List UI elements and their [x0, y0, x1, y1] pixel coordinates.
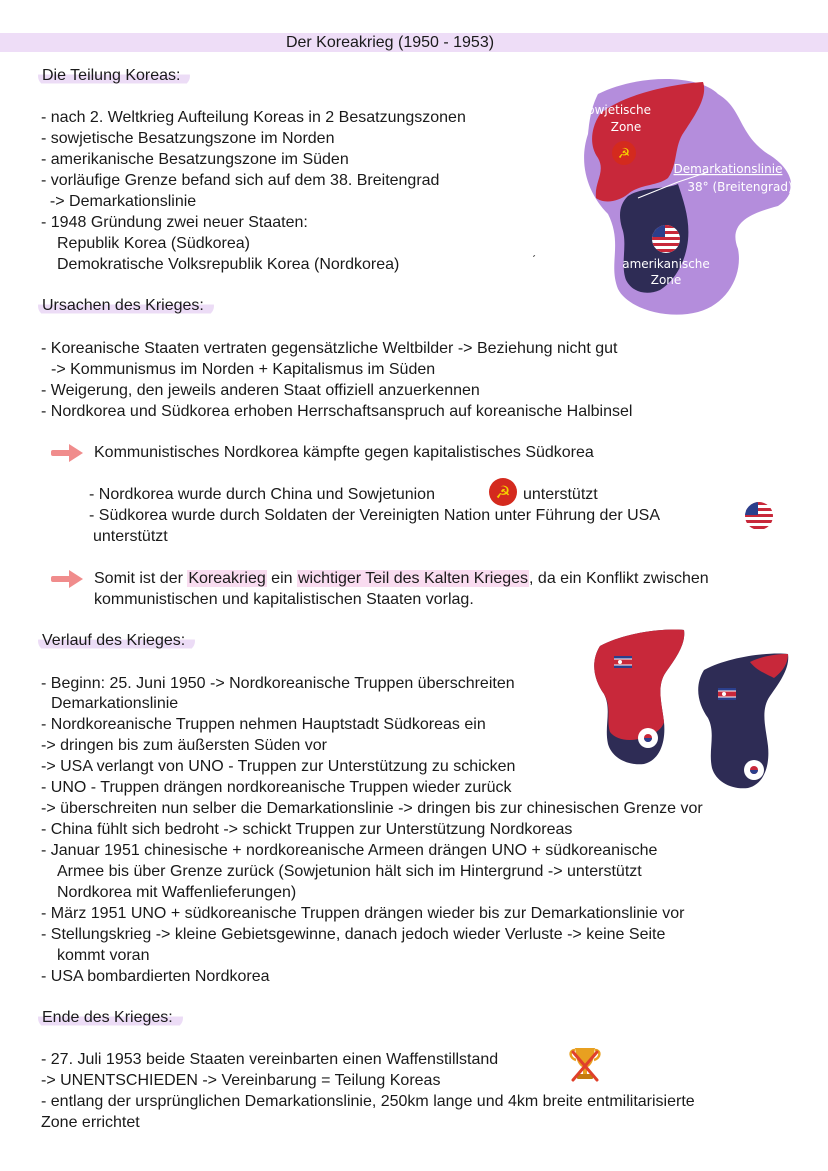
- usa-flag-icon: [744, 501, 774, 531]
- north-korea-flag-icon-2: [718, 688, 736, 700]
- map-label-amerika-2: Zone: [650, 273, 682, 287]
- ursachen-line-2: -> Kommunismus im Norden + Kapitalismus im Süden: [51, 361, 436, 378]
- teilung-line-5: -> Demarkationslinie: [41, 193, 197, 210]
- svg-text:☭: ☭: [617, 146, 631, 162]
- trophy-crossed-icon: [567, 1044, 603, 1086]
- map-label-sowjet-2: Zone: [610, 120, 642, 134]
- ursachen-line-3: - Weigerung, den jeweils anderen Staat offiziell anzuerkennen: [41, 382, 480, 399]
- map-label-sowjet-1: sowjetische: [580, 103, 652, 117]
- map-label-breitengrad: 38° (Breitengrad): [687, 180, 793, 194]
- page-title: Der Koreakrieg (1950 - 1953): [285, 34, 495, 51]
- heading-verlauf: Verlauf des Krieges:: [38, 631, 195, 651]
- verlauf-line-8: - China fühlt sich bedroht -> schickt Truppen zur Unterstützung Nordkoreas: [41, 821, 573, 838]
- teilung-line-8: Demokratische Volksrepublik Korea (Nordkorea): [57, 256, 400, 273]
- verlauf-line-9: - Januar 1951 chinesische + nordkoreanische Armeen drängen UNO + südkoreanische: [41, 842, 658, 859]
- verlauf-line-5: -> USA verlangt von UNO - Truppen zur Unterstützung zu schicken: [41, 758, 516, 775]
- teilung-line-1: - nach 2. Weltkrieg Aufteilung Koreas in 2 Besatzungszonen: [41, 109, 466, 126]
- support-north-suffix: unterstützt: [523, 486, 598, 503]
- korea-map-north-advance: [586, 626, 690, 766]
- ursachen-line-1: - Koreanische Staaten vertraten gegensätzliche Weltbilder -> Beziehung nicht gut: [41, 340, 618, 357]
- ursachen-conclusion-2-line-2: kommunistischen und kapitalistischen Staaten vorlag.: [94, 591, 474, 608]
- teilung-line-3: - amerikanische Besatzungszone im Süden: [41, 151, 349, 168]
- soviet-emblem-icon: [488, 477, 518, 507]
- teilung-line-4: - vorläufige Grenze befand sich auf dem 38. Breitengrad: [41, 172, 440, 189]
- conclusion-2-part-1: Somit ist der: [94, 570, 188, 587]
- ende-line-4: Zone errichtet: [41, 1114, 140, 1131]
- support-south-suffix: unterstützt: [93, 528, 168, 545]
- verlauf-line-11: Nordkorea mit Waffenlieferungen): [57, 884, 297, 901]
- highlight-koreakrieg: Koreakrieg: [188, 570, 266, 587]
- teilung-line-6: - 1948 Gründung zwei neuer Staaten:: [41, 214, 308, 231]
- verlauf-line-13: - Stellungskrieg -> kleine Gebietsgewinne, danach jedoch wieder Verluste -> keine Seite: [41, 926, 666, 943]
- teilung-line-2: - sowjetische Besatzungszone im Norden: [41, 130, 335, 147]
- arrow-right-icon-1: [51, 444, 83, 462]
- verlauf-line-10: Armee bis über Grenze zurück (Sowjetunion hält sich im Hintergrund -> unterstützt: [57, 863, 642, 880]
- heading-teilung: Die Teilung Koreas:: [38, 66, 190, 86]
- support-south-text: - Südkorea wurde durch Soldaten der Vereinigten Nation unter Führung der USA: [89, 507, 661, 524]
- heading-ende: Ende des Krieges:: [38, 1008, 183, 1028]
- verlauf-line-6: - UNO - Truppen drängen nordkoreanische Truppen wieder zurück: [41, 779, 512, 796]
- korea-map-un-advance: [690, 648, 794, 790]
- verlauf-line-3: - Nordkoreanische Truppen nehmen Hauptstadt Südkoreas ein: [41, 716, 486, 733]
- verlauf-line-2: Demarkationslinie: [51, 695, 179, 712]
- arrow-right-icon-2: [51, 570, 83, 588]
- map-label-demarkation: Demarkationslinie: [673, 162, 783, 176]
- support-north-text: - Nordkorea wurde durch China und Sowjetunion: [89, 486, 435, 503]
- highlight-kalter-krieg: wichtiger Teil des Kalten Krieges: [297, 570, 529, 587]
- verlauf-line-12: - März 1951 UNO + südkoreanische Truppen drängen wieder bis zur Demarkationslinie vor: [41, 905, 685, 922]
- ursachen-conclusion-1: Kommunistisches Nordkorea kämpfte gegen kapitalistisches Südkorea: [94, 444, 594, 461]
- usa-flag-map-icon: [652, 225, 680, 253]
- verlauf-line-1: - Beginn: 25. Juni 1950 -> Nordkoreanische Truppen überschreiten: [41, 675, 515, 692]
- soviet-emblem-map-icon: [612, 141, 636, 165]
- ende-line-3: - entlang der ursprünglichen Demarkationslinie, 250km lange und 4km breite entmilitarisierte: [41, 1093, 695, 1110]
- ursachen-conclusion-2: [94, 569, 709, 589]
- conclusion-2-part-2: ein: [266, 570, 297, 587]
- teilung-line-7: Republik Korea (Südkorea): [57, 235, 250, 252]
- map-label-amerika-1: amerikanische: [622, 257, 710, 271]
- north-korea-flag-icon-1: [614, 656, 632, 668]
- ende-line-2: -> UNENTSCHIEDEN -> Vereinbarung = Teilung Koreas: [41, 1072, 441, 1089]
- verlauf-line-4: -> dringen bis zum äußersten Süden vor: [41, 737, 327, 754]
- verlauf-line-7: -> überschreiten nun selber die Demarkationslinie -> dringen bis zur chinesischen Grenze vor: [41, 800, 703, 817]
- ende-line-1: - 27. Juli 1953 beide Staaten vereinbarten einen Waffenstillstand: [41, 1051, 499, 1068]
- ursachen-line-4: - Nordkorea und Südkorea erhoben Herrschaftsanspruch auf koreanische Halbinsel: [41, 403, 633, 420]
- verlauf-line-14: kommt voran: [57, 947, 150, 964]
- korea-zones-map: [578, 74, 806, 322]
- stray-mark: ˊ: [532, 253, 536, 267]
- conclusion-2-part-3: , da ein Konflikt zwischen: [529, 570, 709, 587]
- verlauf-line-15: - USA bombardierten Nordkorea: [41, 968, 270, 985]
- heading-ursachen: Ursachen des Krieges:: [38, 296, 214, 316]
- south-korea-flag-icon-1: [638, 728, 658, 748]
- south-korea-flag-icon-2: [744, 760, 764, 780]
- svg-text:☭: ☭: [495, 483, 511, 503]
